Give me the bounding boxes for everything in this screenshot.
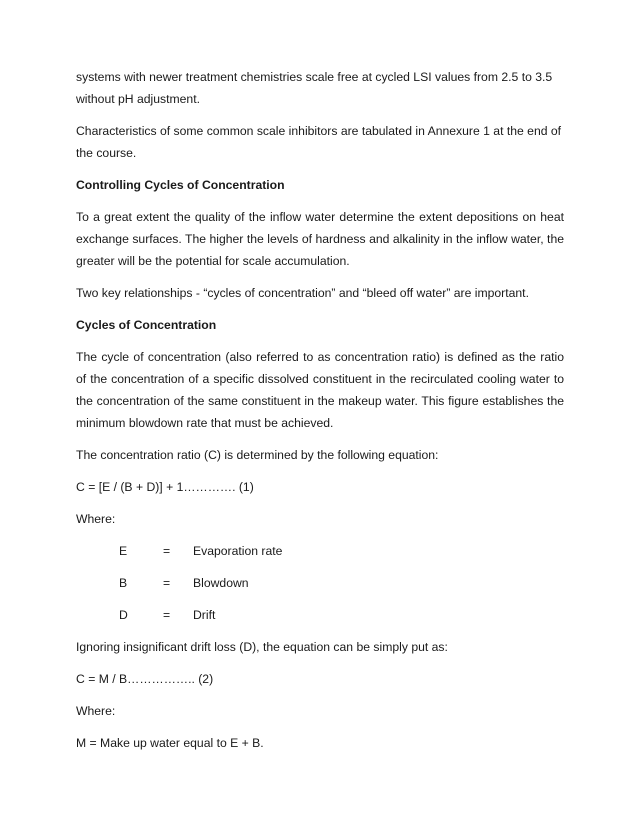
definition-row xyxy=(76,540,564,562)
paragraph-inflow-quality: To a great extent the quality of the inflow water determine the extent depositions on heat exchange surfaces. The higher the levels of hardness and alkalinity in the inflow water, the greater will be the potential for scale accumulation. xyxy=(76,210,564,268)
definition-text: Drift xyxy=(193,608,216,622)
definition-equals: = xyxy=(163,608,171,622)
where-label-1: Where: xyxy=(76,512,116,526)
definition-equals: = xyxy=(163,576,171,590)
heading-cycles-of-concentration: Cycles of Concentration xyxy=(76,318,217,332)
paragraph-lsi: systems with newer treatment chemistries scale free at cycled LSI values from 2.5 to 3.5 without pH adjustment. xyxy=(76,70,553,106)
where-label-2: Where: xyxy=(76,704,116,718)
definition-symbol: B xyxy=(119,576,128,590)
document-page xyxy=(76,66,564,754)
equation-1: C = [E / (B + D)] + 1…………. (1) xyxy=(76,480,254,494)
definition-equals: = xyxy=(163,544,171,558)
paragraph-drift-ignore: Ignoring insignificant drift loss (D), the equation can be simply put as: xyxy=(76,640,448,654)
paragraph-annexure: Characteristics of some common scale inhibitors are tabulated in Annexure 1 at the end of the course. xyxy=(76,124,562,160)
equation-2: C = M / B…………….. (2) xyxy=(76,672,214,686)
paragraph-key-relationships: Two key relationships - “cycles of concentration” and “bleed off water” are important. xyxy=(76,286,529,300)
definition-text: Evaporation rate xyxy=(193,544,283,558)
definition-row xyxy=(76,604,564,626)
heading-controlling-cycles: Controlling Cycles of Concentration xyxy=(76,178,285,192)
definition-row xyxy=(76,572,564,594)
definition-symbol: E xyxy=(119,544,128,558)
paragraph-cycle-definition: The cycle of concentration (also referred to as concentration ratio) is defined as the ratio of the concentration of a specific dissolved constituent in the recirculated cooling water to the concentration of the same constituent in the makeup water. This figure establishes the minimum blowdown rate that must be achieved. xyxy=(76,350,564,430)
definition-symbol: D xyxy=(119,608,128,622)
paragraph-makeup-water: M = Make up water equal to E + B. xyxy=(76,736,264,750)
definition-text: Blowdown xyxy=(193,576,249,590)
paragraph-ratio-intro: The concentration ratio (C) is determined by the following equation: xyxy=(76,448,439,462)
